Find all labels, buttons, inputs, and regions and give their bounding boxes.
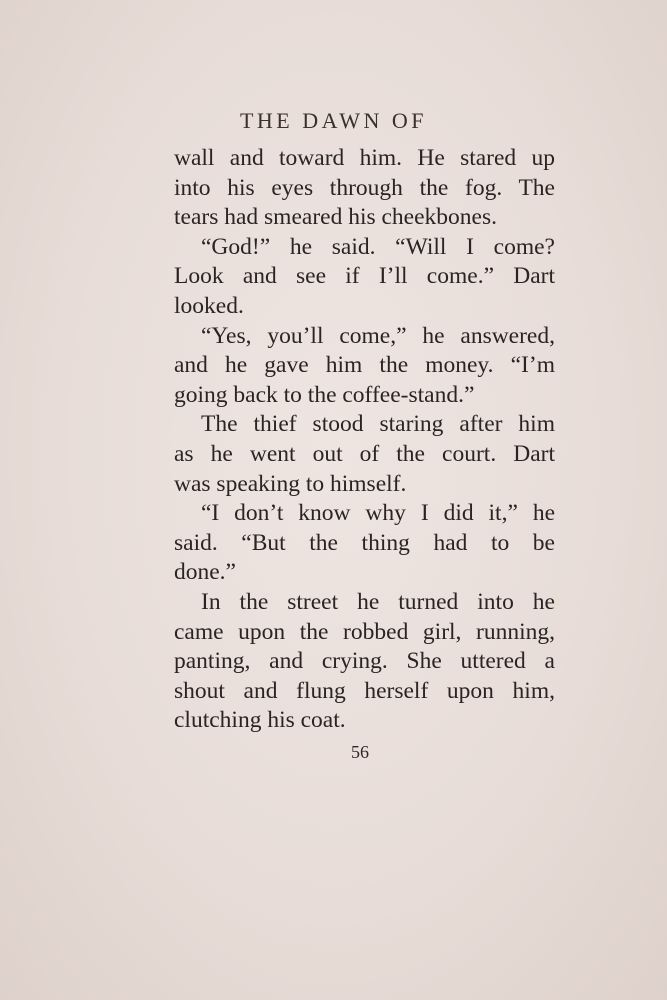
text-line: The thief stood staring after him [201, 411, 555, 438]
text-line: “Yes, you’ll come,” he answered, [201, 322, 555, 349]
text-line: wall and toward him. He stared up [174, 145, 555, 171]
text-line: panting, and crying. She uttered a [174, 648, 555, 675]
text-line: tears had smeared his cheekbones. [174, 204, 497, 231]
text-line: as he went out of the court. Dart [174, 440, 555, 467]
text-line: shout and flung herself upon him, [174, 677, 555, 704]
text-line: Look and see if I’ll come.” Dart [174, 263, 555, 290]
text-line: looked. [174, 292, 244, 319]
text-line: was speaking to himself. [174, 470, 407, 497]
text-line: In the street he turned into he [201, 588, 555, 615]
text-line: clutching his coat. [174, 707, 346, 734]
body-text [174, 144, 555, 736]
text-line: into his eyes through the fog. The [174, 174, 555, 201]
text-line: said. “But the thing had to be [174, 529, 555, 556]
page-number: 56 [351, 742, 369, 762]
running-head: THE DAWN OF [239, 108, 428, 133]
text-line: “I don’t know why I did it,” he [201, 500, 555, 527]
text-line: and he gave him the money. “I’m [174, 352, 555, 379]
text-line: came upon the robbed girl, running, [174, 618, 555, 645]
text-line: “God!” he said. “Will I come? [201, 233, 555, 260]
text-line: done.” [174, 559, 236, 586]
text-line: going back to the coffee-stand.” [174, 381, 475, 408]
